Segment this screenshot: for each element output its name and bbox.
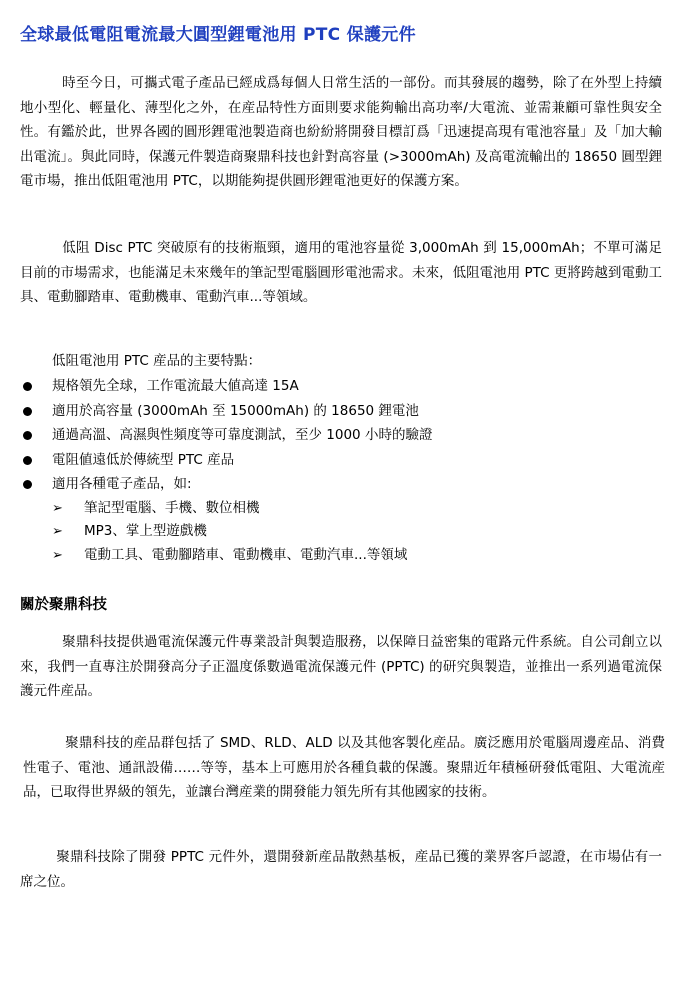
list-item [20,399,432,424]
disc-paragraph [20,236,662,310]
intro-text: 時至今日，可攜式電子產品已經成爲每個人日常生活的一部份。而其發展的趨勢，除了在外型上持續地小型化、輕量化、薄型化之外，在産品特性方面則要求能夠輸出高功率/大電流、並需兼顧可靠性與安全性。有鑑於此，世界各國的圓形鋰電池製造商也紛紛將開發目標訂爲「迅速提高現有電池容量」及「加大輸出電流」。與此同時，保護元件製造商聚鼎科技也針對高容量 (>3000mAh) 及高電流輸出的 18650 圓型鋰電市場，推出低阻電池用 PTC，以期能夠提供圓形鋰電池更好的保護方案。 [20,75,662,189]
list-item-text: 適用於高容量 (3000mAh 至 15000mAh) 的 18650 鋰電池 [52,402,419,419]
bullet-icon [23,456,32,465]
about-paragraph-2 [23,731,665,805]
bullet-icon [23,431,32,440]
list-item-text: 適用各種電子產品，如: [52,476,192,492]
sub-list-item [52,544,432,568]
about-text-2: 聚鼎科技的産品群包括了 SMD、RLD、ALD 以及其他客製化産品。廣泛應用於電腦周邊産品、消費性電子、電池、通訊設備……等等，基本上可應用於各種負載的保護。聚鼎近年積極研發低電阻、大電流産品，已取得世界級的領先，並讓台灣産業的開發能力領先所有其他國家的技術。 [23,735,665,800]
list-item [20,374,432,399]
disc-text: 低阻 Disc PTC 突破原有的技術瓶頸，適用的電池容量從 3,000mAh 到 15,000mAh；不單可滿足目前的市場需求，也能滿足未來幾年的筆記型電腦圓形電池需求。未來，低阻電池用 PTC 更將跨越到電動工具、電動腳踏車、電動機車、電動汽車...等領域。 [20,240,662,305]
sub-list-item [52,520,432,544]
list-item [20,472,432,567]
about-paragraph-1 [20,630,662,704]
sub-list-item-text: MP3、掌上型遊戲機 [84,523,207,539]
list-item-text: 通過高溫、高濕與性頻度等可靠度測試，至少 1000 小時的驗證 [52,427,433,443]
sub-list-item-text: 筆記型電腦、手機、數位相機 [84,499,260,516]
arrow-bullet-icon: ➢ [52,547,63,563]
list-item [20,423,432,448]
about-paragraph-3 [20,845,662,894]
arrow-bullet-icon: ➢ [52,500,63,516]
list-item-text: 規格領先全球，工作電流最大値高達 15A [52,378,299,394]
bullet-icon [23,407,32,416]
list-item [20,448,432,473]
features-heading: 低阻電池用 PTC 産品的主要特點： [52,353,262,369]
sub-list [52,497,432,568]
bullet-icon [23,382,32,391]
sub-list-item [52,497,432,521]
intro-paragraph [20,71,662,194]
bullet-icon [23,480,32,489]
features-list [20,374,432,567]
arrow-bullet-icon: ➢ [52,524,63,539]
list-item-text: 電阻値遠低於傳統型 PTC 産品 [52,451,235,468]
about-heading: 關於聚鼎科技 [20,597,107,613]
about-text-3: 聚鼎科技除了開發 PPTC 元件外，還開發新産品散熱基板，産品已獲的業界客戶認證，在市場佔有一席之位。 [20,849,662,890]
sub-list-item-text: 電動工具、電動腳踏車、電動機車、電動汽車...等領域 [84,546,408,563]
about-text-1: 聚鼎科技提供過電流保護元件專業設計與製造服務，以保障日益密集的電路元件系統。自公司創立以來，我們一直專注於開發高分子正溫度係數過電流保護元件 (PPTC) 的研究與製造，並推出一系列過電流保護元件産品。 [20,634,662,699]
page-title: 全球最低電阻電流最大圓型鋰電池用 PTC 保護元件 [20,25,416,45]
